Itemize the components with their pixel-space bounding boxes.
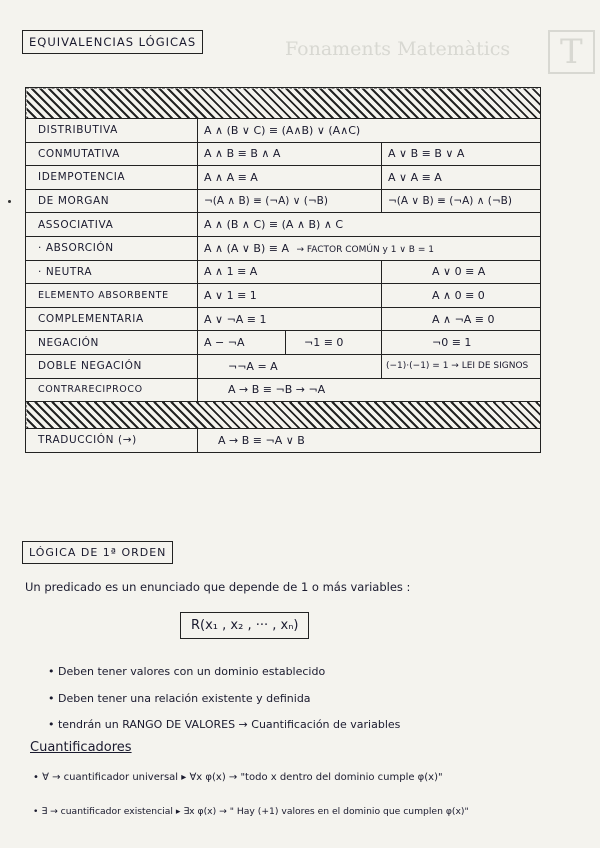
quantifier-universal: • ∀ → cuantificador universal ▸ ∀x φ(x) → "todo x dentro del dominio cumple φ(x)" bbox=[33, 772, 443, 783]
row-name-conmutativa: CONMUTATIVA bbox=[26, 142, 198, 166]
row-name-distributiva: DISTRIBUTIVA bbox=[26, 119, 198, 143]
row-name-neutra: · NEUTRA bbox=[26, 260, 198, 284]
predicate-definition: Un predicado es un enunciado que depende de 1 o más variables : bbox=[25, 580, 411, 594]
equation-cell: ¬1 ≡ 0 bbox=[286, 331, 382, 355]
equation-cell: A ∧ A ≡ A bbox=[198, 166, 382, 190]
page-title: EQUIVALENCIAS LÓGICAS bbox=[22, 30, 203, 54]
row-name-idempotencia: IDEMPOTENCIA bbox=[26, 166, 198, 190]
row-name-traduccion: TRADUCCIÓN (→) bbox=[26, 429, 198, 453]
bullet-rango: • tendrán un RANGO DE VALORES → Cuantificación de variables bbox=[48, 718, 401, 731]
hatched-divider bbox=[26, 402, 541, 429]
equation-cell: A − ¬A bbox=[198, 331, 286, 355]
row-name-contrareciproco: CONTRARECIPROCO bbox=[26, 378, 198, 402]
equation-cell: A ∨ 0 ≡ A bbox=[382, 260, 541, 284]
equation-cell: A ∧ 0 ≡ 0 bbox=[382, 284, 541, 308]
row-name-elemento-absorbente: ELEMENTO ABSORBENTE bbox=[26, 284, 198, 308]
equation-cell: A ∧ (B ∨ C) ≡ (A∧B) ∨ (A∧C) bbox=[198, 119, 541, 143]
hatched-header bbox=[26, 88, 541, 119]
table-row bbox=[26, 307, 541, 331]
equation-cell: A ∨ B ≡ B ∨ A bbox=[382, 142, 541, 166]
equation-cell: ¬(A ∨ B) ≡ (¬A) ∧ (¬B) bbox=[382, 189, 541, 213]
table-row bbox=[26, 354, 541, 378]
equation-cell: A ∧ 1 ≡ A bbox=[198, 260, 382, 284]
table-row bbox=[26, 213, 541, 237]
row-name-negacion: NEGACIÓN bbox=[26, 331, 198, 355]
equation-cell: A → B ≡ ¬A ∨ B bbox=[198, 429, 541, 453]
equation-cell: ¬0 ≡ 1 bbox=[382, 331, 541, 355]
table-row bbox=[26, 119, 541, 143]
row-name-doble-negacion: DOBLE NEGACIÓN bbox=[26, 354, 198, 378]
equation-cell: ¬¬A = A bbox=[198, 354, 382, 378]
equation-text: A ∧ (A ∨ B) ≡ A bbox=[204, 241, 290, 255]
table-row bbox=[26, 236, 541, 260]
equation-cell: A ∧ B ≡ B ∧ A bbox=[198, 142, 382, 166]
table-row bbox=[26, 166, 541, 190]
ghost-letter: T bbox=[548, 30, 595, 74]
equation-cell: A ∧ (B ∧ C) ≡ (A ∧ B) ∧ C bbox=[198, 213, 541, 237]
ghost-page-text: Fonaments Matemàtics bbox=[285, 38, 511, 60]
equation-cell: A ∧ ¬A ≡ 0 bbox=[382, 307, 541, 331]
row-name-associativa: ASSOCIATIVA bbox=[26, 213, 198, 237]
table-row bbox=[26, 429, 541, 453]
predicate-formula: R(x₁ , x₂ , ··· , xₙ) bbox=[180, 612, 309, 639]
equation-cell: A ∨ A ≡ A bbox=[382, 166, 541, 190]
absorption-note: → FACTOR COMÚN y 1 ∨ B = 1 bbox=[296, 244, 434, 255]
row-name-de-morgan: DE MORGAN bbox=[26, 189, 198, 213]
quantifier-existential: • ∃ → cuantificador existencial ▸ ∃x φ(x) → " Hay (+1) valores en el dominio que cumplen φ(x)" bbox=[33, 806, 469, 817]
equation-cell: A → B ≡ ¬B → ¬A bbox=[198, 378, 541, 402]
quantifiers-title: Cuantificadores bbox=[30, 740, 132, 755]
table-row bbox=[26, 142, 541, 166]
row-name-absorcion: · ABSORCIÓN bbox=[26, 236, 198, 260]
table-row bbox=[26, 331, 541, 355]
equation-cell bbox=[198, 236, 541, 260]
table-row bbox=[26, 378, 541, 402]
equation-cell: (−1)·(−1) = 1 → LEI DE SIGNOS bbox=[382, 354, 541, 378]
equation-cell: A ∨ ¬A ≡ 1 bbox=[198, 307, 382, 331]
bullet-dominio: • Deben tener valores con un dominio establecido bbox=[48, 665, 326, 678]
margin-mark bbox=[8, 200, 11, 203]
table-row bbox=[26, 260, 541, 284]
equation-cell: ¬(A ∧ B) ≡ (¬A) ∨ (¬B) bbox=[198, 189, 382, 213]
table-row bbox=[26, 284, 541, 308]
row-name-complementaria: COMPLEMENTARIA bbox=[26, 307, 198, 331]
bullet-relacion: • Deben tener una relación existente y definida bbox=[48, 692, 311, 705]
equivalences-table bbox=[25, 87, 541, 453]
section-title-first-order-logic: LÓGICA DE 1ª ORDEN bbox=[22, 541, 173, 564]
table-row bbox=[26, 189, 541, 213]
equation-cell: A ∨ 1 ≡ 1 bbox=[198, 284, 382, 308]
